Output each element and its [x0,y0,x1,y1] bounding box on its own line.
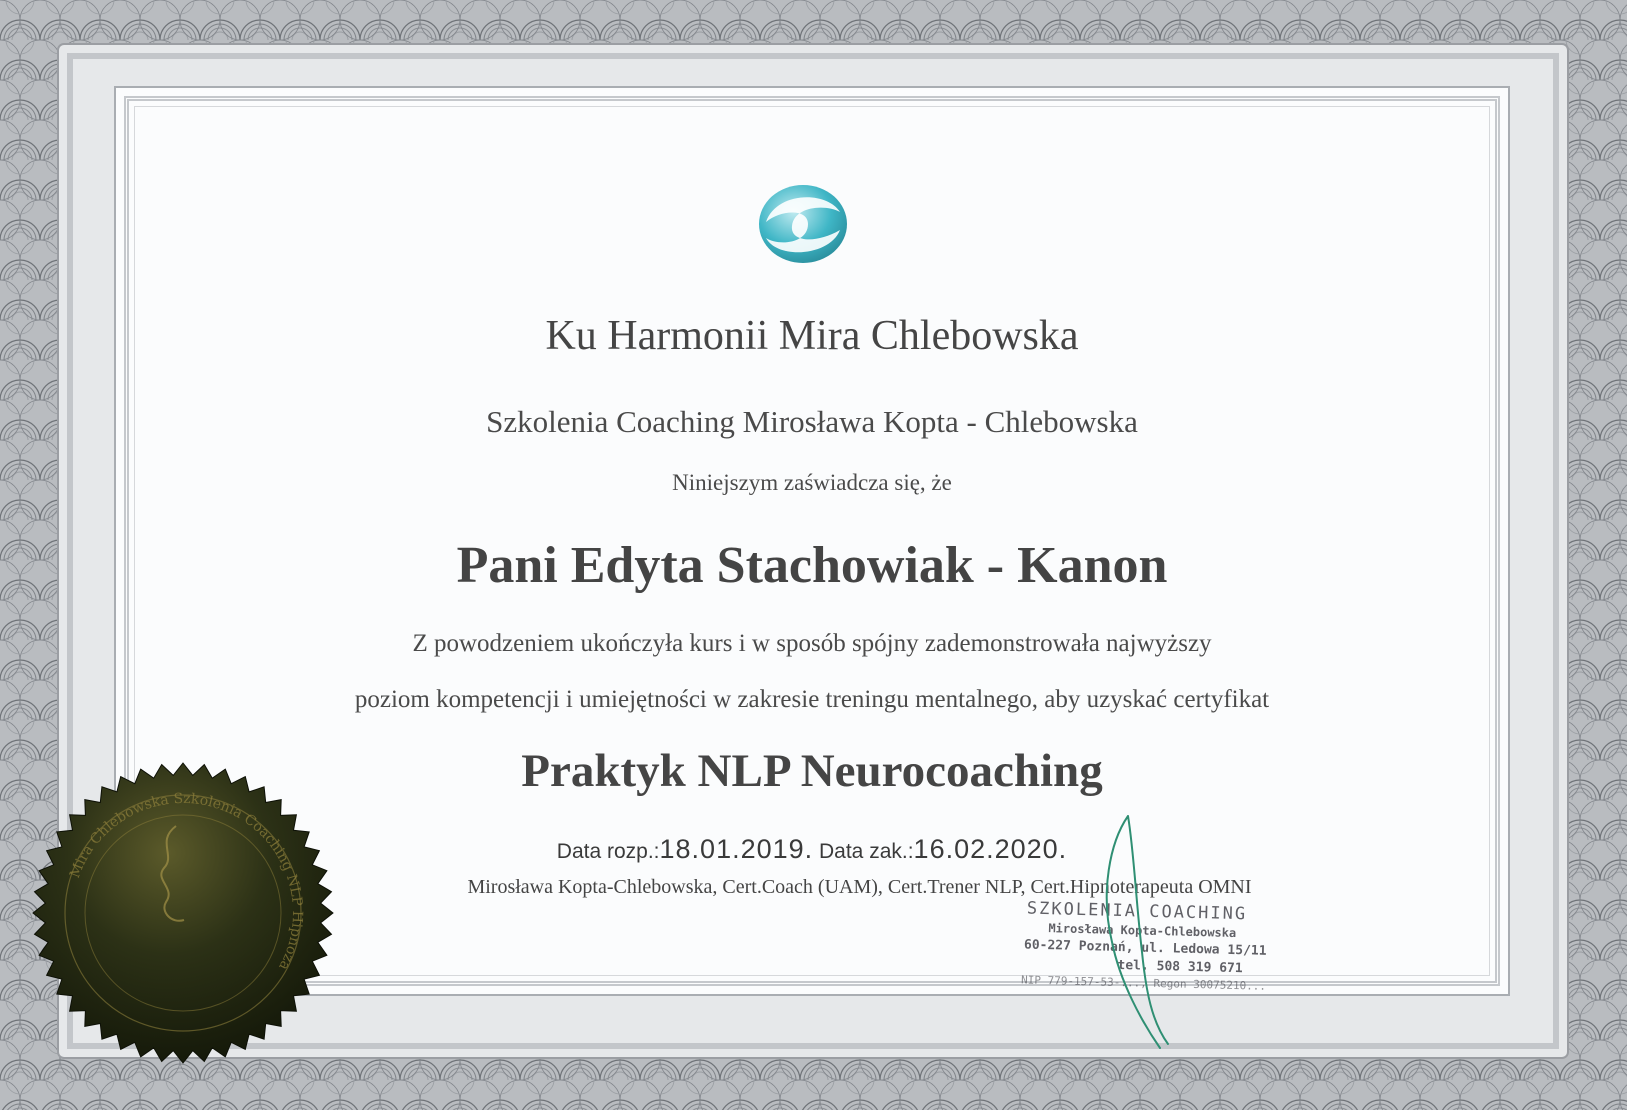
end-date-label: Data zak.: [819,840,914,863]
stamp-line-5: NIP 779-157-53-..., Regon 30075210... [1020,973,1267,993]
stamp-line-1: SZKOLENIA COACHING [1026,898,1248,925]
gold-seal-icon [26,756,340,1070]
organization-subtitle: Szkolenia Coaching Mirosława Kopta - Chlebowska [486,404,1138,439]
stamp-line-2: Mirosława Kopta-Chlebowska [1048,921,1237,941]
seal-text: Mira Chlebowska Szkolenia Coaching NLP Hipnoza [67,790,306,973]
start-date-label: Data rozp.: [556,840,660,863]
signature-mark [1090,812,1210,1052]
trainer-credentials: Mirosława Kopta-Chlebowska, Cert.Coach (UAM), Cert.Trener NLP, Cert.Hipnoterapeuta OMNI [467,876,1252,898]
certificate-title: Praktyk NLP Neurocoaching [521,745,1103,797]
organization-name: Ku Harmonii Mira Chlebowska [545,313,1079,359]
attestation-text: Niniejszym zaświadcza się, że [672,470,952,495]
body-text-line-1: Z powodzeniem ukończyła kurs i w sposób spójny zademonstrowała najwyższy [412,630,1212,657]
swirl-logo-icon [756,182,850,266]
body-text-line-2: poziom kompetencji i umiejętności w zakresie treningu mentalnego, aby uzyskać certyfikat [354,686,1270,713]
end-date: 16.02.2020. [913,834,1068,864]
stamp-line-4: tel. 508 319 671 [1117,957,1243,977]
start-date: 18.01.2019. [659,834,814,864]
stamp-line-3: 60-227 Poznań, ul. Ledowa 15/11 [1023,937,1267,959]
recipient-name: Pani Edyta Stachowiak - Kanon [456,537,1168,594]
